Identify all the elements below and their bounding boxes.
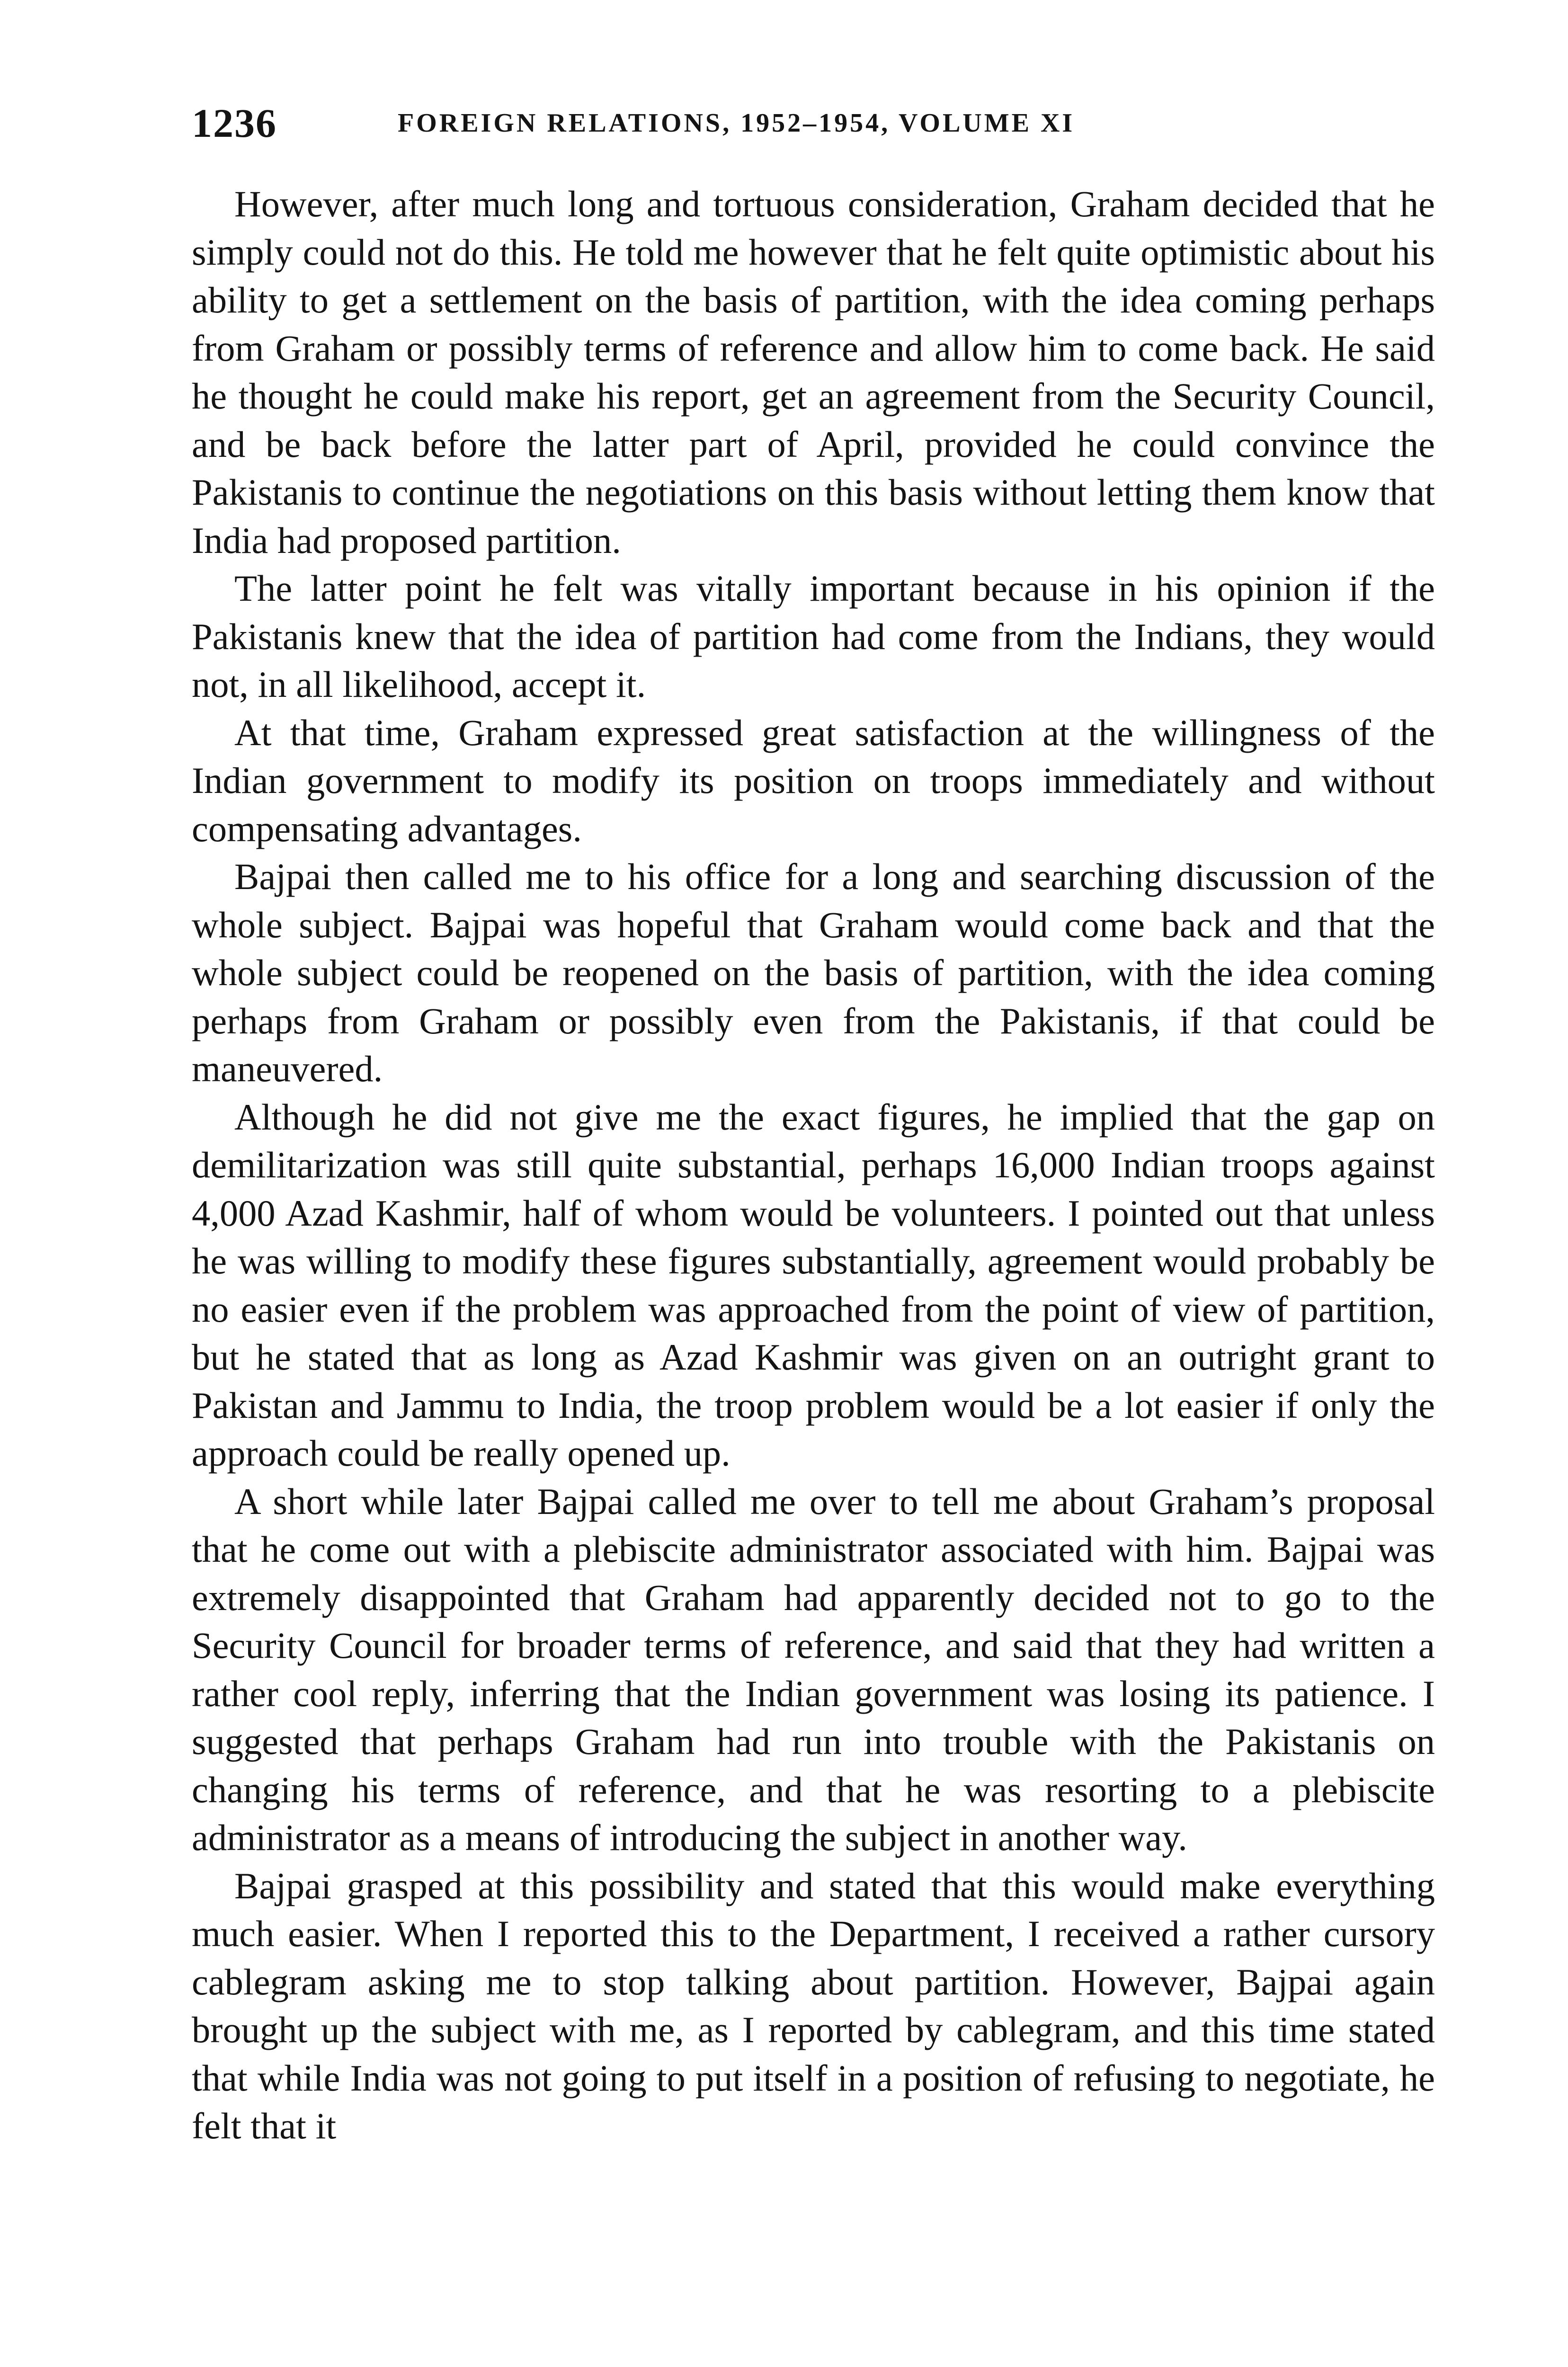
page-header — [192, 95, 1437, 151]
paragraph-3: At that time, Graham expressed great satisfaction at the willingness of the Indian government to modify its position on troops immediately and without compensating advantages. — [192, 712, 1435, 849]
paragraph-1: However, after much long and tortuous consideration, Graham decided that he simply could not do this. He told me however that he felt quite optimistic about his ability to get a settlement on the basis of partition, with the idea coming perhaps from Graham or possibly terms of reference and allow him to come back. He said he thought he could make his report, get an agreement from the Security Council, and be back before the latter part of April, provided he could convince the Pakistanis to continue the negotiations on this basis without letting them know that India had proposed partition. — [192, 183, 1435, 561]
paragraph-6: A short while later Bajpai called me over to tell me about Graham’s proposal that he come out with a plebiscite administrator associated with him. Bajpai was extremely disappointed that Graham had apparently decided not to go to the Security Council for broader terms of reference, and said that they had written a rather cool reply, inferring that the Indian government was losing its patience. I suggested that perhaps Graham had run into trouble with the Pakistanis on changing his terms of reference, and that he was resorting to a plebiscite administrator as a means of introducing the subject in another way. — [192, 1480, 1435, 1858]
paragraph-7: Bajpai grasped at this possibility and stated that this would make everything much easier. When I reported this to the Department, I received a rather cursory cablegram asking me to stop talking about partition. However, Bajpai again brought up the subject with me, as I reported by cablegram, and this time stated that while India was not going to put itself in a position of refusing to negotiate, he felt that it — [192, 1865, 1435, 2146]
body-text — [192, 180, 1435, 2150]
paragraph-5: Although he did not give me the exact figures, he implied that the gap on demilitarization was still quite substantial, perhaps 16,000 Indian troops against 4,000 Azad Kashmir, half of whom would be volunteers. I pointed out that unless he was willing to modify these figures substantially, agreement would probably be no easier even if the problem was approached from the point of view of partition, but he stated that as long as Azad Kashmir was given on an outright grant to Pakistan and Jammu to India, the troop problem would be a lot easier if only the approach could be really opened up. — [192, 1096, 1435, 1474]
paragraph-4: Bajpai then called me to his office for a long and searching discussion of the whole subject. Bajpai was hopeful that Graham would come back and that the whole subject could be reopened on the basis of partition, with the idea coming perhaps from Graham or possibly even from the Pakistanis, if that could be maneuvered. — [192, 856, 1435, 1089]
running-title: FOREIGN RELATIONS, 1952–1954, VOLUME XI — [398, 108, 1075, 138]
page-number: 1236 — [192, 100, 277, 146]
paragraph-2: The latter point he felt was vitally important because in his opinion if the Pakistanis knew that the idea of partition had come from the Indians, they would not, in all likelihood, accept it. — [192, 568, 1435, 705]
